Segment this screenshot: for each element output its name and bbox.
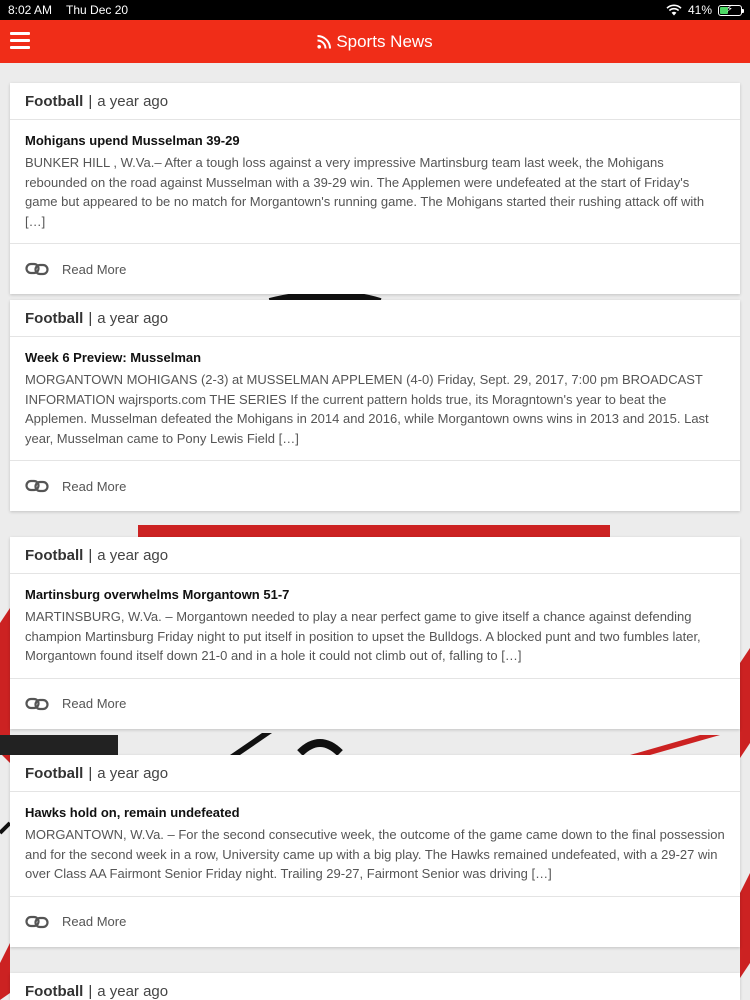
status-time: 8:02 AM (8, 3, 53, 17)
link-icon (25, 479, 49, 493)
article-excerpt: MORGANTOWN MOHIGANS (2-3) at MUSSELMAN APPLEMEN (4-0) Friday, Sept. 29, 2017, 7:00 pm BROADCAST INFORMATION wajrsports.com THE SERIES If the current pattern holds true, its Moragntown's year to beat the Applemen. Musselman defeated the Mohigans in 2014 and 2016, while Morgantown owns wins in 2013 and 2015. Last year, Musselman came to Pony Lewis Field […] (25, 372, 709, 446)
status-date: Thu Dec 20 (66, 3, 129, 17)
card-header (10, 83, 740, 120)
card-header (10, 973, 740, 1000)
card-body[interactable] (10, 574, 740, 679)
battery-icon (718, 5, 742, 16)
article-title[interactable]: Mohigans upend Musselman 39-29 (25, 133, 240, 148)
card-header (10, 755, 740, 792)
wifi-icon (666, 4, 682, 16)
card-separator: | (88, 764, 93, 782)
battery-percent: 41% (687, 3, 712, 17)
card-body[interactable] (10, 120, 740, 244)
link-icon (25, 262, 49, 276)
card-time: a year ago (97, 764, 169, 782)
card-time: a year ago (97, 309, 169, 327)
battery-bolt-icon: ⚡ (726, 3, 734, 15)
card-category[interactable]: Football (25, 982, 84, 1000)
app-header (0, 20, 750, 63)
card-body[interactable] (10, 337, 740, 461)
card-category[interactable]: Football (25, 92, 84, 110)
card-category[interactable]: Football (25, 546, 84, 564)
card-header (10, 537, 740, 574)
card-category[interactable]: Football (25, 309, 84, 327)
link-icon (25, 697, 49, 711)
article-title[interactable]: Week 6 Preview: Musselman (25, 350, 202, 365)
read-more-button[interactable] (10, 679, 740, 729)
article-card (10, 973, 740, 1000)
read-more-button[interactable] (10, 244, 740, 294)
article-title[interactable]: Hawks hold on, remain undefeated (25, 805, 240, 820)
read-more-label: Read More (62, 914, 127, 929)
article-title[interactable]: Martinsburg overwhelms Morgantown 51-7 (25, 587, 290, 602)
card-category[interactable]: Football (25, 764, 84, 782)
card-header (10, 300, 740, 337)
read-more-button[interactable] (10, 897, 740, 947)
card-time: a year ago (97, 982, 169, 1000)
article-card (10, 755, 740, 947)
read-more-label: Read More (62, 696, 127, 711)
read-more-label: Read More (62, 261, 127, 277)
header-title-text: Sports News (336, 31, 433, 51)
article-card (10, 537, 740, 729)
battery-tip (742, 9, 744, 13)
header-title (317, 32, 432, 52)
card-separator: | (88, 309, 93, 327)
card-separator: | (88, 546, 93, 564)
read-more-label: Read More (62, 478, 127, 494)
card-time: a year ago (97, 92, 169, 110)
status-bar (0, 0, 750, 20)
rss-icon (317, 35, 331, 49)
card-body[interactable] (10, 792, 740, 897)
article-excerpt: MARTINSBURG, W.Va. – Morgantown needed to play a near perfect game to give itself a chance against defending champion Martinsburg Friday night to put itself in position to upset the Bulldogs. A blocked punt and two fumbles later, Morgantown found itself down 21-0 and in a hole it could not climb out of, falling to […] (25, 609, 701, 663)
news-feed (0, 63, 750, 1000)
read-more-button[interactable] (10, 461, 740, 511)
article-card (10, 83, 740, 294)
card-time: a year ago (97, 546, 169, 564)
hamburger-menu-icon[interactable] (10, 32, 30, 50)
card-separator: | (88, 92, 93, 110)
link-icon (25, 915, 49, 929)
card-separator: | (88, 982, 93, 1000)
article-card (10, 300, 740, 511)
article-excerpt: MORGANTOWN, W.Va. – For the second consecutive week, the outcome of the game came down to the final possession and for the second week in a row, University came up with a big play. The Hawks remained undefeated, with a 29-27 win over Class AA Fairmont Senior Friday night. Trailing 29-27, Fairmont Senior was driving […] (25, 827, 725, 881)
article-excerpt: BUNKER HILL , W.Va.– After a tough loss against a very impressive Martinsburg team last week, the Mohigans rebounded on the road against Musselman with a 39-29 win. The Applemen were undefeated at the start of Friday's game but appeared to be no match for Morgantown's running game. The Mohigans started their rushing attack off with […] (25, 155, 705, 229)
